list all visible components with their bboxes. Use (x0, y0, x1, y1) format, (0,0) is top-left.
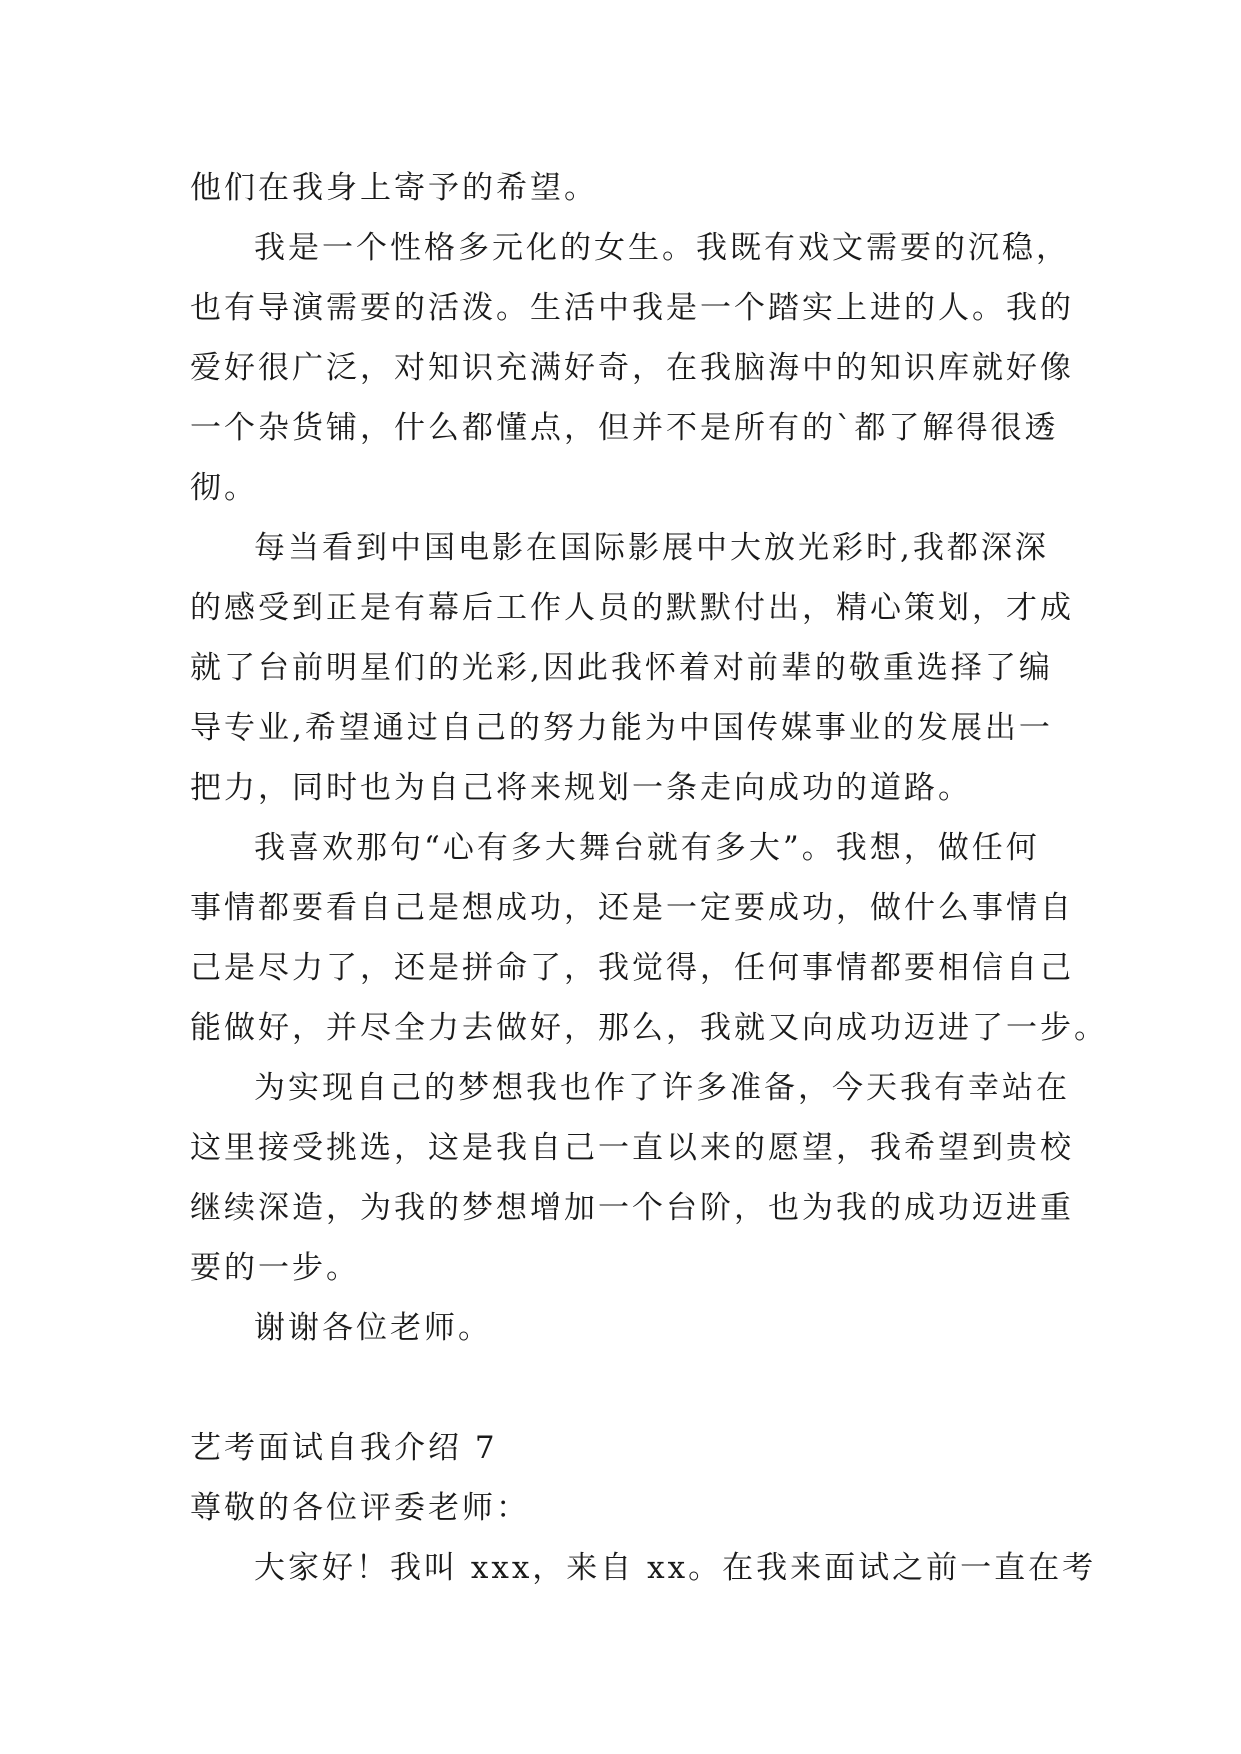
text-line: 己是尽力了，还是拼命了，我觉得，任何事情都要相信自己 (190, 950, 1074, 986)
text-line: 彻。 (190, 470, 258, 506)
paragraph-start: 每当看到中国电影在国际影展中大放光彩时,我都深深 (254, 530, 1049, 566)
text-line: 一个杂货铺，什么都懂点，但并不是所有的`都了解得很透 (190, 410, 1059, 446)
section-spacer (190, 1358, 1050, 1418)
text-line: 他们在我身上寄予的希望。 (190, 170, 598, 206)
text-line: 也有导演需要的活泼。生活中我是一个踏实上进的人。我的 (190, 290, 1074, 326)
text-line: 就了台前明星们的光彩,因此我怀着对前辈的敬重选择了编 (190, 650, 1053, 686)
section-title: 艺考面试自我介绍 7 (190, 1430, 498, 1466)
salutation: 尊敬的各位评委老师： (190, 1490, 530, 1526)
text-line: 爱好很广泛，对知识充满好奇，在我脑海中的知识库就好像 (190, 350, 1074, 386)
text-line: 继续深造，为我的梦想增加一个台阶，也为我的成功迈进重 (190, 1190, 1074, 1226)
text-line: 能做好，并尽全力去做好，那么，我就又向成功迈进了一步。 (190, 1010, 1108, 1046)
paragraph-start: 我喜欢那句“心有多大舞台就有多大”。我想，做任何 (254, 830, 1040, 866)
text-line: 把力，同时也为自己将来规划一条走向成功的道路。 (190, 770, 972, 806)
document-body (190, 158, 1108, 1598)
text-line: 的感受到正是有幕后工作人员的默默付出，精心策划，才成 (190, 590, 1074, 626)
opening-line: 大家好！我叫 xxx，来自 xx。在我来面试之前一直在考 (254, 1550, 1097, 1586)
text-line: 导专业,希望通过自己的努力能为中国传媒事业的发展出一 (190, 710, 1053, 746)
closing-thanks: 谢谢各位老师。 (254, 1310, 492, 1346)
text-line: 这里接受挑选，这是我自己一直以来的愿望，我希望到贵校 (190, 1130, 1074, 1166)
paragraph-start: 我是一个性格多元化的女生。我既有戏文需要的沉稳， (254, 230, 1070, 266)
text-line: 要的一步。 (190, 1250, 360, 1286)
paragraph-start: 为实现自己的梦想我也作了许多准备，今天我有幸站在 (254, 1070, 1070, 1106)
text-line: 事情都要看自己是想成功，还是一定要成功，做什么事情自 (190, 890, 1074, 926)
